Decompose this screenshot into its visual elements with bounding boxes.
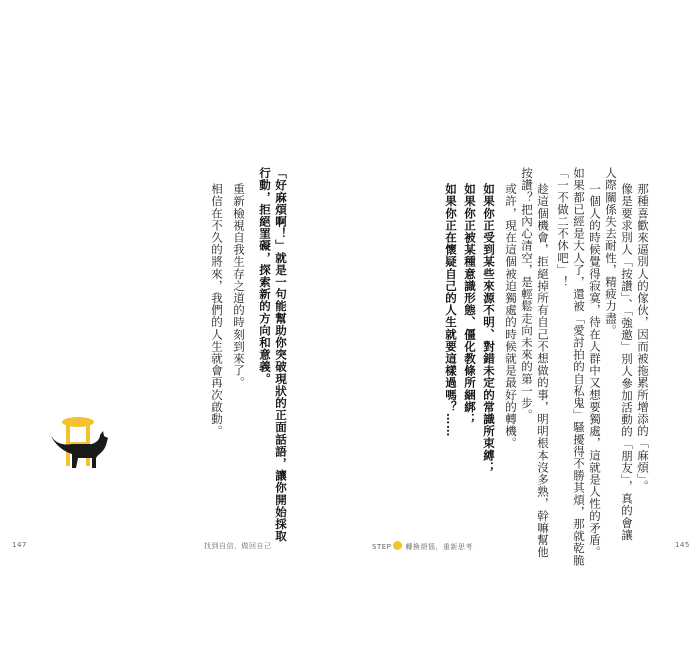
chapter-badge-icon <box>393 541 402 550</box>
text-column: 如果你正在懷疑自己的人生就要這樣過嗎？…… <box>444 183 458 438</box>
text-column: 如果你正被某種意識形態、僵化教條所綑綁； <box>463 183 477 425</box>
page-number: 147 <box>12 541 27 549</box>
text-column: 像是要求別人「按讚」、「強邀」別人參加活動的「朋友」，真的會讓 <box>620 183 634 541</box>
text-column: 趁這個機會，拒絕掉所有自己不想做的事，明明根本沒多熟，幹嘛幫他 <box>536 183 550 559</box>
text-column: 一個人的時候覺得寂寞，待在人群中又想要獨處，這就是人性的矛盾。 <box>588 183 602 559</box>
cat-stool-illustration <box>42 408 122 488</box>
text-column: 那種喜歡來逼別人的傢伙，因而被拖累所增添的「麻煩」。 <box>636 183 650 492</box>
running-head: 找到自信，做回自己 <box>204 542 272 550</box>
text-column: 重新檢視自我生存之道的時刻到來了。 <box>232 183 246 389</box>
step-label: STEP <box>372 543 392 551</box>
right-page <box>350 0 700 652</box>
chapter-title: 轉換煩惱，重新思考 <box>405 543 473 551</box>
text-column: 相信在不久的將來，我們的人生就會再次啟動。 <box>210 183 224 438</box>
text-column: 如果都已經是大人了，還被「愛討拍的自私鬼」騷擾得不勝其煩，那就乾脆 <box>572 167 586 567</box>
text-column: 或許，現在這個被迫獨處的時候就是最好的轉機。 <box>504 183 518 450</box>
text-column: 「一不做二不休吧」！ <box>556 167 570 288</box>
page-number: 145 <box>675 541 690 549</box>
text-column: 人際關係失去耐性，精疲力盡。 <box>604 167 618 337</box>
text-column: 如果你正受到某些來源不明、對錯未定的常識所束縛； <box>482 183 496 474</box>
text-column: 「好麻煩啊！」就是一句能幫助你突破現狀的正面話語，讓你開始採取 <box>274 167 288 543</box>
running-head <box>372 541 473 552</box>
text-column: 行動，拒絕罣礙，探索新的方向和意義。 <box>258 167 272 385</box>
text-column: 按讚？把內心清空，是輕鬆走向未來的第一步。 <box>520 167 534 422</box>
